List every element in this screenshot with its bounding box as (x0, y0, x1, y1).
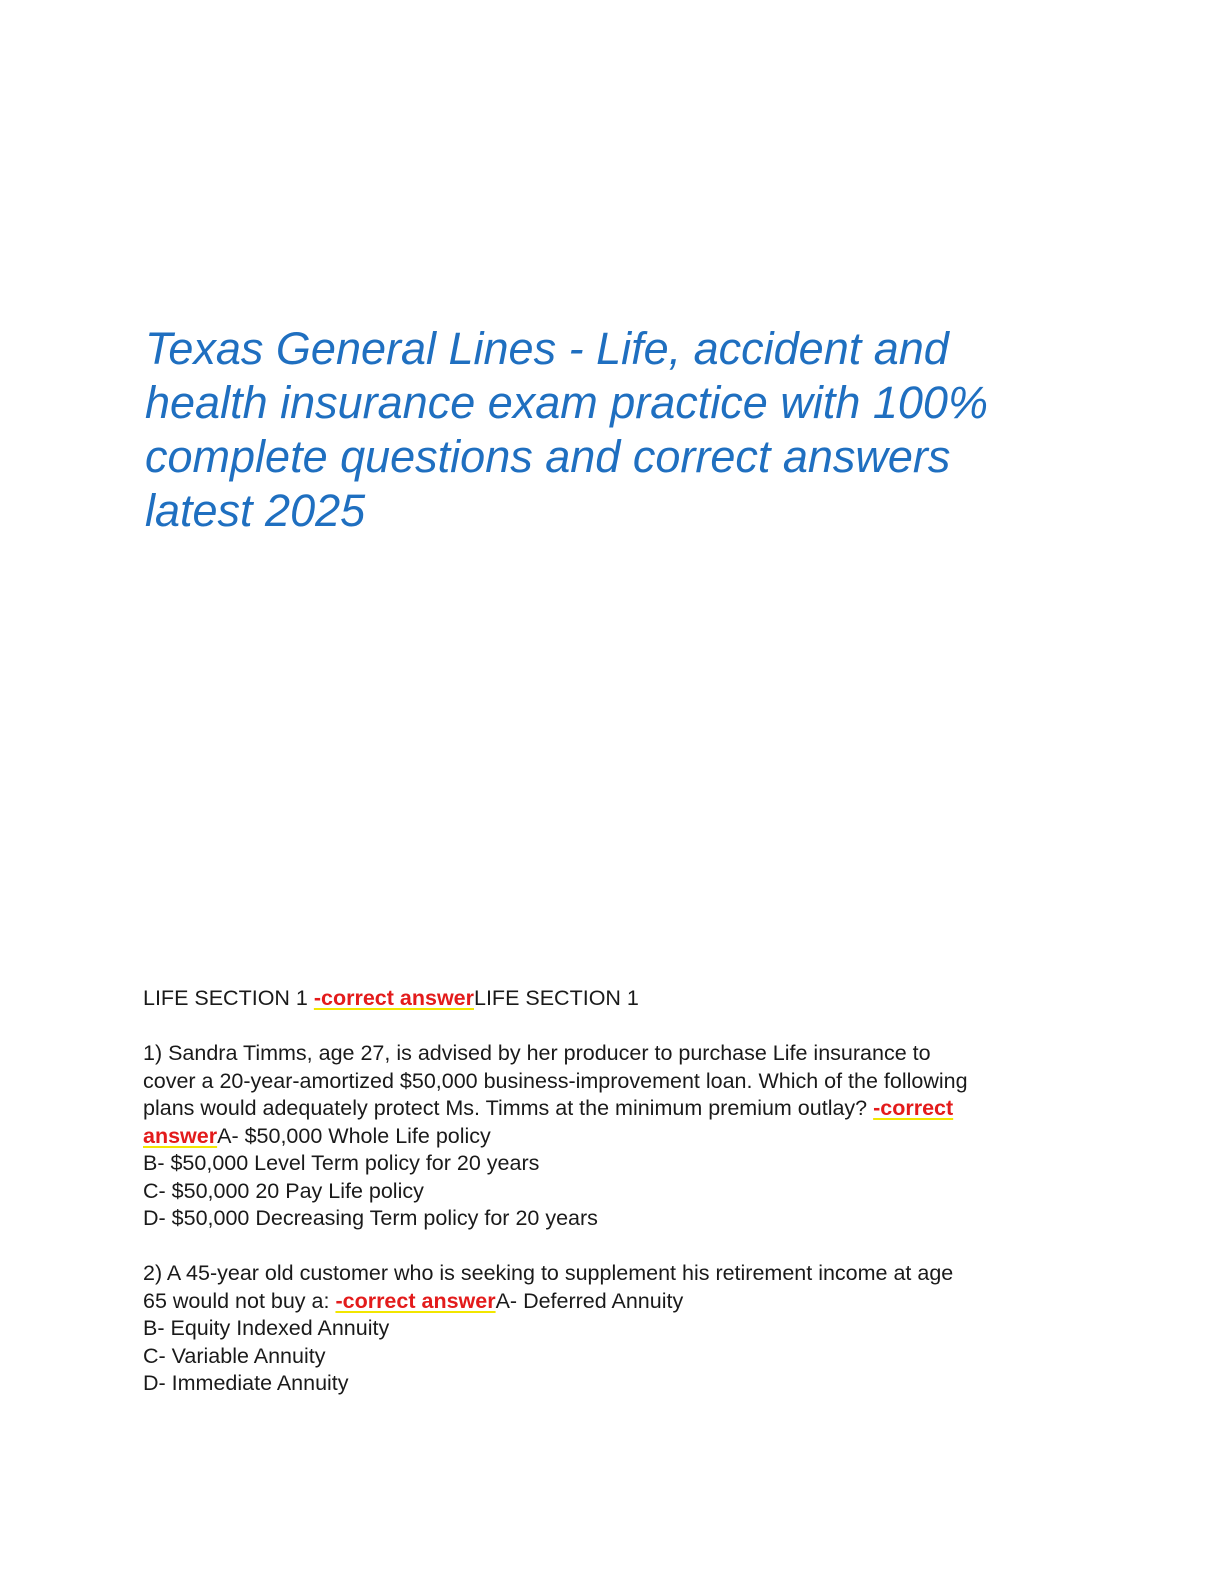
answer-option: B- Equity Indexed Annuity (143, 1316, 390, 1340)
paragraph-gap (143, 1013, 1073, 1041)
correct-answer-marker: -correct (873, 1096, 954, 1120)
document-title (145, 322, 1045, 538)
answer-option: D- $50,000 Decreasing Term policy for 20 years (143, 1206, 598, 1230)
title-line: latest 2025 (145, 485, 366, 536)
answer-option: C- Variable Annuity (143, 1343, 326, 1368)
title-line: Texas General Lines - Life, accident and (145, 323, 949, 374)
title-line: health insurance exam practice with 100% (145, 377, 988, 428)
question-text-line: cover a 20-year-amortized $50,000 business-improvement loan. Which of the following (143, 1068, 968, 1093)
answer-option: A- Deferred Annuity (495, 1288, 684, 1313)
correct-answer-marker: -correct answer (313, 986, 474, 1010)
title-line: complete questions and correct answers (145, 431, 951, 482)
answer-option: A- $50,000 Whole Life policy (217, 1123, 491, 1148)
question-text-line: 1) Sandra Timms, age 27, is advised by her producer to purchase Life insurance to (143, 1041, 931, 1065)
document-body (143, 985, 1073, 1398)
question-2 (143, 1260, 1073, 1398)
question-1 (143, 1040, 1073, 1233)
answer-option: D- Immediate Annuity (143, 1371, 349, 1395)
question-text: 65 would not buy a: (143, 1288, 336, 1313)
correct-answer-marker: -correct answer (335, 1288, 496, 1313)
answer-option: B- $50,000 Level Term policy for 20 years (143, 1151, 540, 1175)
question-text: plans would adequately protect Ms. Timms at the minimum premium outlay? (143, 1096, 874, 1120)
answer-line (143, 1123, 1073, 1151)
question-text-line (143, 1095, 1073, 1123)
correct-answer-marker: answer (143, 1123, 218, 1148)
section-answer: LIFE SECTION 1 (474, 986, 639, 1010)
paragraph-gap (143, 1233, 1073, 1261)
answer-option: C- $50,000 20 Pay Life policy (143, 1178, 424, 1203)
section-label: LIFE SECTION 1 (143, 986, 314, 1010)
section-heading (143, 985, 1073, 1013)
question-text-line (143, 1288, 1073, 1316)
question-text-line: 2) A 45-year old customer who is seeking to supplement his retirement income at age (143, 1261, 954, 1285)
